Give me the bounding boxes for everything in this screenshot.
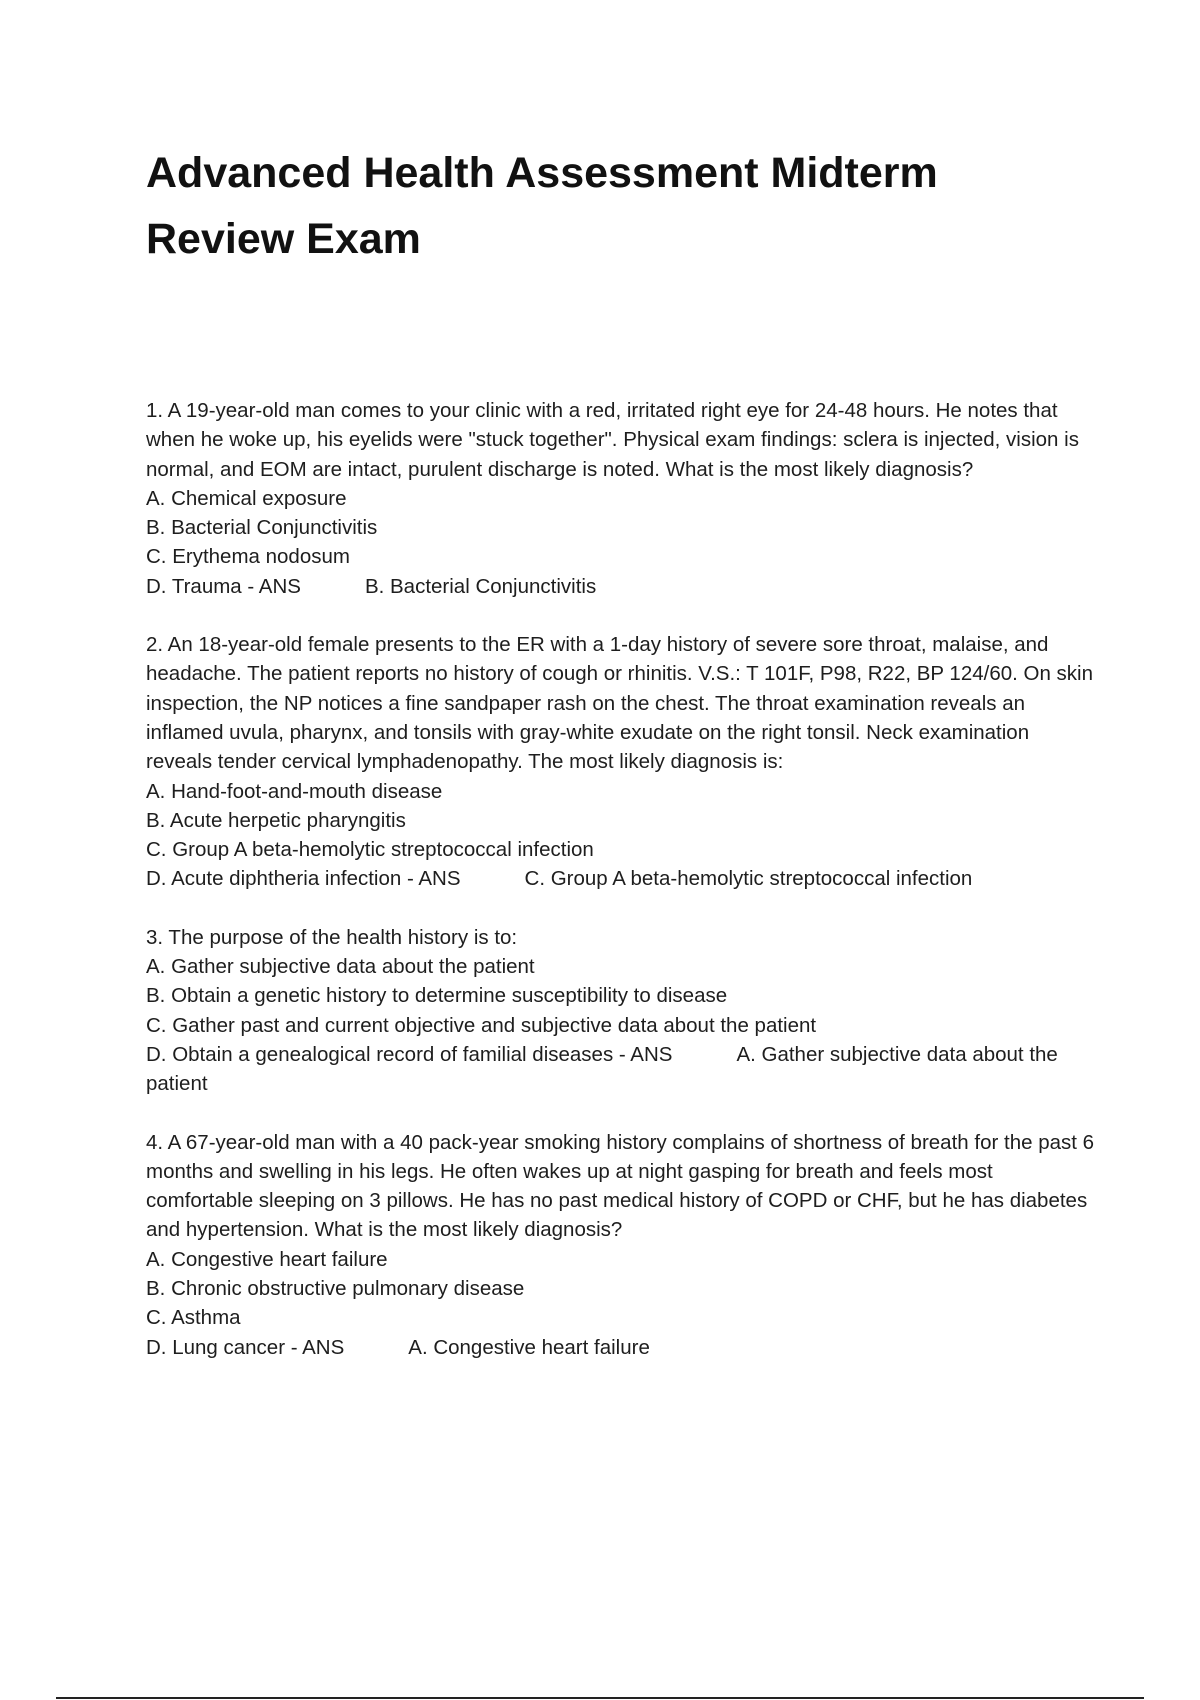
answer-option: B. Acute herpetic pharyngitis: [146, 808, 406, 832]
answer-option: C. Erythema nodosum: [146, 545, 350, 569]
answer-option: C. Group A beta-hemolytic streptococcal infection: [146, 838, 594, 862]
question-list: [146, 396, 1096, 1391]
option-text: D. Trauma - ANS: [146, 574, 301, 598]
answer-option: A. Gather subjective data about the patient: [146, 955, 535, 979]
option-text: D. Obtain a genealogical record of familial diseases - ANS: [146, 1042, 673, 1066]
correct-answer: A. Congestive heart failure: [408, 1335, 650, 1359]
question-stem: 2. An 18-year-old female presents to the ER with a 1-day history of severe sore throat, malaise, and headache. The patient reports no history of cough or rhinitis. V.S.: T 101F, P98, R22, BP 124/60. On skin inspection, the NP notices a fine sandpaper rash on the chest. The throat examination reveals an inflamed uvula, pharynx, and tonsils with gray-white exudate on the right tonsil. Neck examination reveals tender cervical lymphadenopathy. The most likely diagnosis is:: [146, 633, 1094, 774]
option-text: D. Acute diphtheria infection - ANS: [146, 867, 461, 891]
correct-answer: A. Gather subjective data about the patient: [146, 1042, 1058, 1096]
question-stem: 1. A 19-year-old man comes to your clinic with a red, irritated right eye for 24-48 hours. He notes that when he woke up, his eyelids were "stuck together". Physical exam findings: sclera is injected, vision is normal, and EOM are intact, purulent discharge is noted. What is the most likely diagnosis?: [146, 399, 1079, 481]
answer-option-last: [146, 572, 1096, 601]
question-stem: 4. A 67-year-old man with a 40 pack-year smoking history complains of shortness of breath for the past 6 months and swelling in his legs. He often wakes up at night gasping for breath and feels most comfortable sleeping on 3 pillows. He has no past medical history of COPD or CHF, but he has diabetes and hypertension. What is the most likely diagnosis?: [146, 1130, 1095, 1242]
answer-option-last: [146, 1333, 1096, 1362]
correct-answer: B. Bacterial Conjunctivitis: [364, 574, 597, 598]
answer-option: B. Obtain a genetic history to determine susceptibility to disease: [146, 984, 728, 1008]
correct-answer: C. Group A beta-hemolytic streptococcal infection: [524, 867, 973, 891]
answer-option: B. Bacterial Conjunctivitis: [146, 516, 378, 540]
answer-option: B. Chronic obstructive pulmonary disease: [146, 1277, 525, 1301]
page-title: Advanced Health Assessment Midterm Review Exam: [146, 149, 938, 263]
answer-option: A. Chemical exposure: [146, 486, 347, 510]
question-2: [146, 630, 1096, 894]
answer-option: C. Asthma: [146, 1306, 241, 1330]
option-text: D. Lung cancer - ANS: [146, 1335, 345, 1359]
page-bottom-divider: [56, 1697, 1144, 1699]
answer-option: A. Congestive heart failure: [146, 1247, 388, 1271]
answer-option-last: [146, 1040, 1096, 1099]
answer-option-last: [146, 864, 1096, 893]
question-4: [146, 1128, 1096, 1362]
answer-option: A. Hand-foot-and-mouth disease: [146, 779, 443, 803]
question-3: [146, 923, 1096, 1099]
question-1: [146, 396, 1096, 601]
question-stem: 3. The purpose of the health history is to:: [146, 925, 518, 949]
answer-option: C. Gather past and current objective and subjective data about the patient: [146, 1013, 817, 1037]
